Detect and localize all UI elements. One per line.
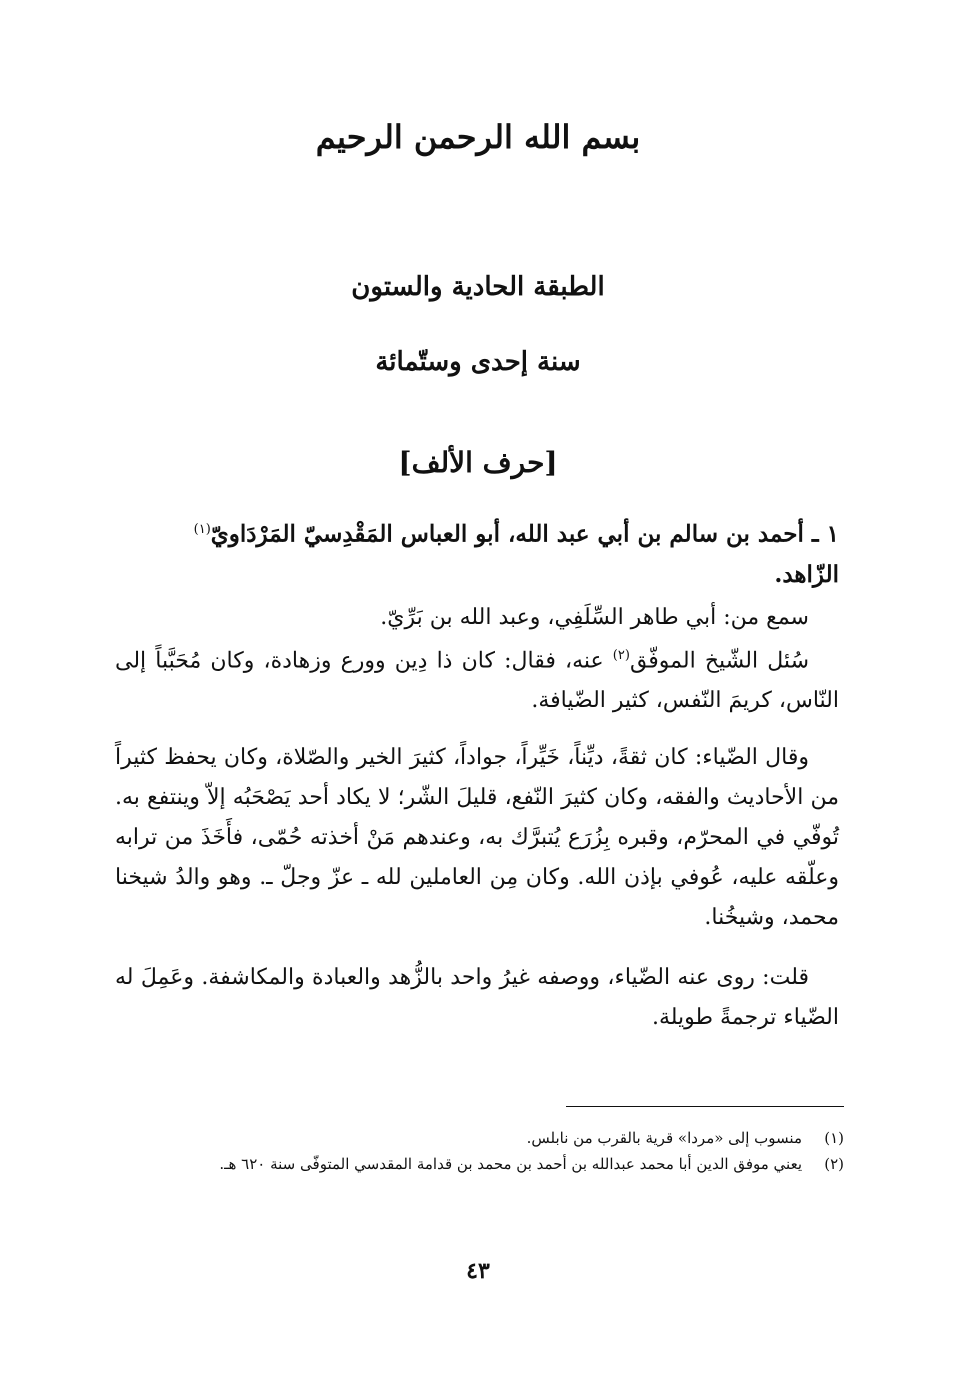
paragraph-heard-from: سمع من: أبي طاهر السِّلَفِي، وعبد الله بن بَرِّيّ. xyxy=(380,605,809,630)
entry-title xyxy=(115,510,839,595)
paragraph-author-note: قلت: روى عنه الضّياء، ووصفه غيرُ واحد بالزُّهد والعبادة والمكاشفة. وعَمِلَ له الضّياء ترجمةً طويلة. xyxy=(115,965,839,1030)
paragraph-diya-quote: وقال الضّياء: كان ثقةً، ديِّناً، خَيِّراً، جواداً، كثيرَ الخير والصّلاة، وكان يحفظ كثيراً من الأحاديث والفقه، وكان كثيرَ النّفع، قليلَ الشّر؛ لا يكاد أحد يَصْحَبُه إلاّ وينتفع به. تُوفّي في المحرّم، وقبره بِزُرَع يُتبرَّك به، وعندهم مَنْ أخذته حُمّى، فأَخَذَ من ترابه وعلّقه عليه، عُوفي بإذن الله. وكان مِن العاملين لله ـ عزّ وجلّ ـ. وهو والدُ شيخنا محمد، وشيخُنا. xyxy=(115,745,839,930)
footnote-text: يعني موفق الدين أبا محمد عبدالله بن أحمد بن محمد بن قدامة المقدسي المتوفّى سنة ٦٢٠ هـ. xyxy=(219,1155,802,1173)
footnotes-block xyxy=(114,1125,844,1177)
footnote-number: (٢) xyxy=(824,1155,844,1173)
paragraph-asked-start: سُئل الشّيخ الموفّق xyxy=(629,648,809,674)
page-number: ٤٣ xyxy=(466,1258,490,1284)
footnote-mark-2: (٢) xyxy=(612,648,630,663)
footnote-item xyxy=(114,1125,844,1151)
footnote-number: (١) xyxy=(824,1129,844,1147)
letter-section-heading: [حرف الألف] xyxy=(398,446,558,479)
paragraph-asked xyxy=(115,636,839,721)
footnote-separator xyxy=(566,1106,844,1107)
entry-title-tail: الزّاهد. xyxy=(774,560,839,588)
footnote-mark-1: (١) xyxy=(193,522,211,537)
paragraph-asked-rest: عنه، فقال: كان ذا دِين وورع وزهادة، وكان مُحَبَّباً إلى النّاس، كريمَ النّفس، كثير الضّيافة. xyxy=(115,648,839,714)
year-heading: سنة إحدى وستّمائة xyxy=(375,347,581,377)
basmala-heading: بسم الله الرحمن الرحيم xyxy=(315,118,641,156)
entry-title-main: ١ ـ أحمد بن سالم بن أبي عبد الله، أبو العباس المَقْدِسيّ المَرْدَاويّ xyxy=(210,520,839,548)
footnote-item xyxy=(114,1151,844,1177)
tabaqa-heading: الطبقة الحادية والستون xyxy=(351,272,605,302)
footnote-text: منسوب إلى «مردا» قرية بالقرب من نابلس. xyxy=(526,1129,802,1147)
